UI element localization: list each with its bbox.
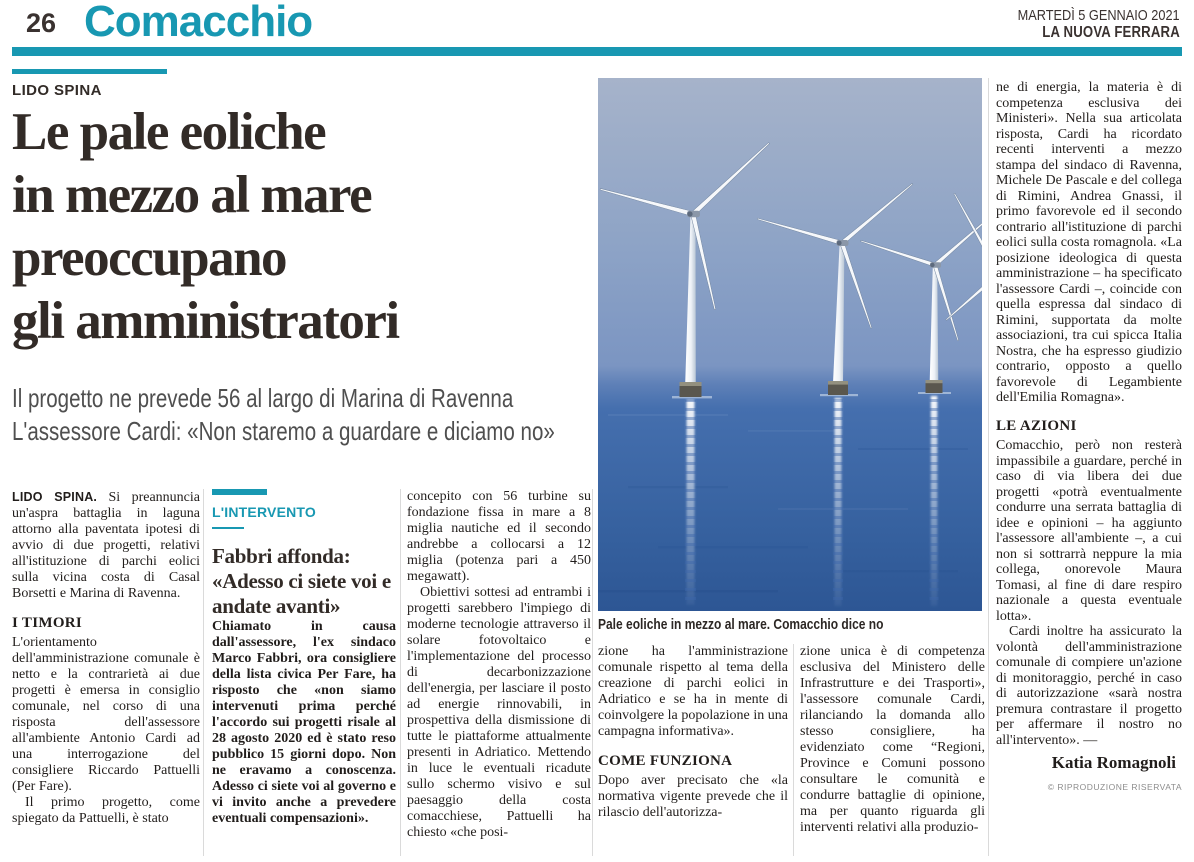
column-divider bbox=[203, 489, 204, 856]
column-divider bbox=[988, 78, 989, 856]
wind-turbines-photo bbox=[598, 78, 982, 611]
article-paragraph: zione ha l'amministrazione comunale rispetto al tema della creazione di parchi eolici in Adriatico e se ha in mente di coinvolgere la popolazione in una campagna informativa». bbox=[598, 644, 788, 739]
intervento-label: L'INTERVENTO bbox=[212, 504, 317, 520]
byline: Katia Romagnoli bbox=[1051, 753, 1176, 772]
section-heading-le-azioni: LE AZIONI bbox=[996, 417, 1077, 434]
body-column-1 bbox=[12, 489, 200, 827]
headline-line: preoccupano bbox=[12, 229, 287, 287]
page-number: 26 bbox=[26, 8, 57, 38]
intervento-body: Chiamato in causa dall'assessore, l'ex sindaco Marco Fabbri, ora consigliere della lista civica Per Fare, ha risposto che «non siamo intervenuti prima perché l'accordo sui progetti risale al 28 agosto 2020 ed è stato reso pubblico 15 giorni dopo. Non ne eravamo a conoscenza. Adesso ci siete voi al governo e vi invito anche a prevedere eventuali compensazioni». bbox=[212, 619, 396, 826]
article-paragraph: Il primo progetto, come spiegato da Pattuelli, è stato bbox=[12, 795, 200, 826]
article-paragraph: Dopo aver precisato che «la normativa vigente prevede che il rilascio dell'autorizza- bbox=[598, 773, 788, 820]
article-paragraph: Obiettivi sottesi ad entrambi i progetti sarebbero l'impiego di moderne tecnologie attraverso il solare fotovoltaico e l'implementazione del processo di decarbonizzazione dell'energia, per lasciare il posto ad energie rinnovabili, in prospettiva della dismissione di tutte le piattaforme attualmente presenti in Adriatico. Mettendo in luce le eventuali ricadute sullo schermo visivo e sul paesaggio della costa comacchiese, Pattuelli ha chiesto «che posi- bbox=[407, 585, 591, 840]
photo-caption: Pale eoliche in mezzo al mare. Comacchio dice no bbox=[598, 616, 884, 633]
masthead-block bbox=[989, 7, 1180, 41]
wind-turbine-graphic bbox=[598, 78, 982, 611]
article-paragraph: ne di energia, la materia è di competenza esclusiva dei Ministeri». Nella sua articolata risposta, Cardi ha ricordato recenti interventi a mezzo stampa del sindaco di Ravenna, Michele De Pascale e del collega di Rimini, Andrea Gnassi, il primo favorevole ed il secondo contrario all'istituzione di parchi eolici sulla costa romagnola. «La posizione ideologica di questa amministrazione – ha specificato l'assessore Cardi –, coincide con quella espressa dal sindaco di Rimini, supportata da molte associazioni, tra cui spicca Italia Nostra, che ha espresso giudizio contrario, opposto a quello favorevole di Legambiente dell'Emilia Romagna». bbox=[996, 80, 1182, 405]
standfirst-line: L'assessore Cardi: «Non staremo a guardare e diciamo no» bbox=[12, 416, 555, 446]
headline-line: gli amministratori bbox=[12, 292, 399, 350]
section-heading-timori: I TIMORI bbox=[12, 615, 83, 631]
body-column-3 bbox=[407, 489, 591, 841]
article-paragraph: zione unica è di competenza esclusiva del Ministero delle Infrastrutture e dei Trasporti», l'assessore comunale Cardi, rilanciando la domanda allo stesso consigliere, ha evidenziato come “Regioni, Province e Comuni possono consultare le comunità e condurre battaglie di opinione, ma per quanto riguarda gli interventi relativi alla produzio- bbox=[800, 644, 985, 835]
intervento-underline bbox=[212, 527, 244, 529]
standfirst-line: Il progetto ne prevede 56 al largo di Marina di Ravenna bbox=[12, 383, 514, 413]
section-title: Comacchio bbox=[84, 0, 313, 46]
article-paragraph: LIDO SPINA. Si preannuncia un'aspra battaglia in laguna attorno alla paventata ipotesi di avvio di due progetti, relativi all'istituzione di parchi eolici sulla vicina costa di Casal Borsetti e Marina di Ravenna. bbox=[12, 490, 200, 601]
body-column-6 bbox=[996, 80, 1182, 795]
column-divider bbox=[592, 489, 593, 856]
newspaper-name: LA NUOVA FERRARA bbox=[1042, 24, 1180, 41]
article-paragraph: Cardi inoltre ha assicurato la volontà dell'amministrazione comunale di compiere un'azione di monitoraggio, perché in caso di autorizzazione «sarà nostra premura contrastare il progetto per affermare il nostro no all'intervento». — bbox=[996, 624, 1182, 748]
article-standfirst bbox=[12, 382, 590, 448]
kicker-rule bbox=[12, 69, 167, 74]
intervento-rule bbox=[212, 489, 267, 495]
article-kicker: LIDO SPINA bbox=[12, 82, 102, 99]
article-headline bbox=[12, 101, 590, 353]
section-heading-come-funziona: COME FUNZIONA bbox=[598, 753, 733, 769]
intervento-title: Fabbri affonda: «Adesso ci siete voi e andate avanti» bbox=[212, 544, 391, 618]
header-rule bbox=[12, 47, 1182, 56]
article-paragraph: L'orientamento dell'amministrazione comunale è netto e la contrarietà ai due progetti è emersa in consiglio comunale, nel corso di una risposta dell'assessore all'ambiente Antonio Cardi ad una interrogazione del consigliere Riccardo Pattuelli (Per Fare). bbox=[12, 635, 200, 794]
body-column-5 bbox=[800, 644, 985, 836]
body-column-4 bbox=[598, 644, 788, 821]
intervento-box bbox=[212, 489, 396, 827]
headline-line: Le pale eoliche bbox=[12, 103, 326, 161]
column-divider bbox=[793, 644, 794, 856]
article-paragraph: concepito con 56 turbine su fondazione fissa in mare a 8 miglia nautiche ed il secondo andrebbe a collocarsi a 12 miglia (potenza pari a 450 megawatt). bbox=[407, 489, 591, 584]
article-paragraph: Comacchio, però non resterà impassibile a guardare, perché in caso di via libera dei due progetti «potrà eventualmente condurre una serrata battaglia di idee e opinioni – ha aggiunto l'assessore all'ambiente –, a cui non si sottrarrà neppure la mia collega, onorevole Maura Tomasi, al fine di dare respiro nazionale a questa eventuale lotta». bbox=[996, 438, 1182, 624]
edition-date: MARTEDÌ 5 GENNAIO 2021 bbox=[1017, 7, 1180, 24]
dateline: LIDO SPINA. bbox=[12, 490, 98, 504]
sky-sea-background bbox=[598, 78, 982, 611]
headline-line: in mezzo al mare bbox=[12, 166, 372, 224]
column-divider bbox=[400, 489, 401, 856]
copyright-notice: © RIPRODUZIONE RISERVATA bbox=[1047, 781, 1182, 792]
